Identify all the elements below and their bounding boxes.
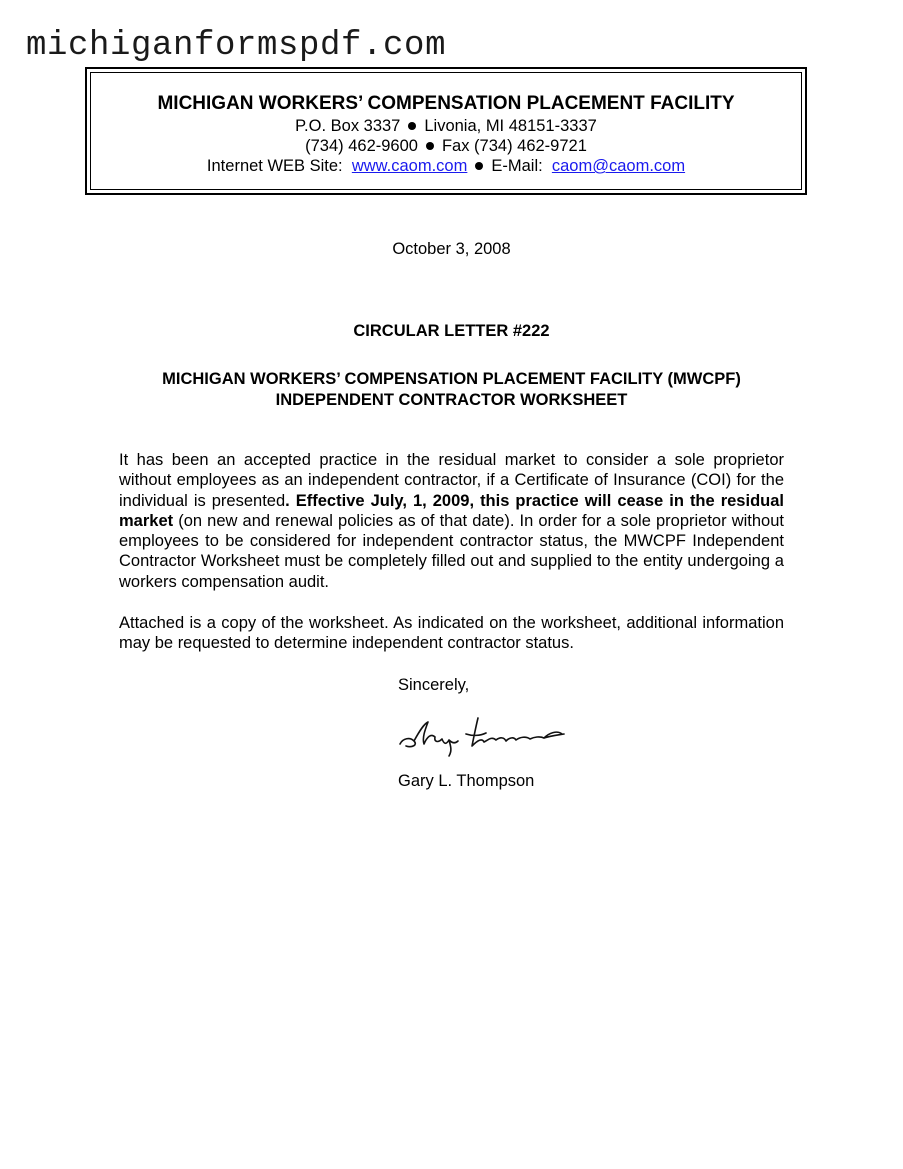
handwritten-signature [394,710,569,758]
paragraph-1-text-start: It has been an accepted practice in the residual market to consider a sole proprietor without employees as an independent contractor, if a Certificate of Insurance (COI) for the individual is presented [119,451,784,510]
email-link[interactable]: caom@caom.com [551,157,686,175]
letterhead-box [85,67,807,195]
letter-date: October 3, 2008 [392,240,511,258]
circular-letter-title: CIRCULAR LETTER #222 [353,322,550,340]
bullet-icon [408,122,416,130]
subject-line-2: INDEPENDENT CONTRACTOR WORKSHEET [275,390,628,409]
subject-line-1: MICHIGAN WORKERS’ COMPENSATION PLACEMENT FACILITY (MWCPF) [162,370,741,388]
signer-name: Gary L. Thompson [398,772,535,790]
body-paragraph-2: Attached is a copy of the worksheet. As indicated on the worksheet, additional information may be requested to determine independent contractor status. [119,614,784,653]
web-label: Internet WEB Site: [206,157,343,175]
organization-name: MICHIGAN WORKERS’ COMPENSATION PLACEMENT FACILITY [157,93,735,114]
body-paragraph-1 [119,450,784,592]
bullet-icon [475,162,483,170]
closing-salutation: Sincerely, [398,676,470,694]
phone-fax-line [91,136,801,156]
po-box: P.O. Box 3337 [295,117,401,135]
city-state-zip: Livonia, MI 48151-3337 [424,117,597,135]
letterhead-inner-border [90,72,802,190]
paragraph-1-emphasis: . Effective July, 1, 2009, this practice will cease in the residual market [119,491,784,530]
fax-number: Fax (734) 462-9721 [441,137,587,155]
bullet-icon [426,142,434,150]
watermark-text: michiganformspdf.com [26,27,447,65]
paragraph-1-text-end: (on new and renewal policies as of that date). In order for a sole proprietor without employees to be considered for independent contractor status, the MWCPF Independent Contractor Worksheet must be completely filled out and supplied to the entity undergoing a workers compensation audit. [119,511,784,591]
website-link[interactable]: www.caom.com [351,157,468,175]
web-email-line [91,156,801,176]
subject-heading [0,369,903,410]
mailing-address [91,116,801,136]
email-label: E-Mail: [491,157,543,175]
phone-number: (734) 462-9600 [305,137,418,155]
